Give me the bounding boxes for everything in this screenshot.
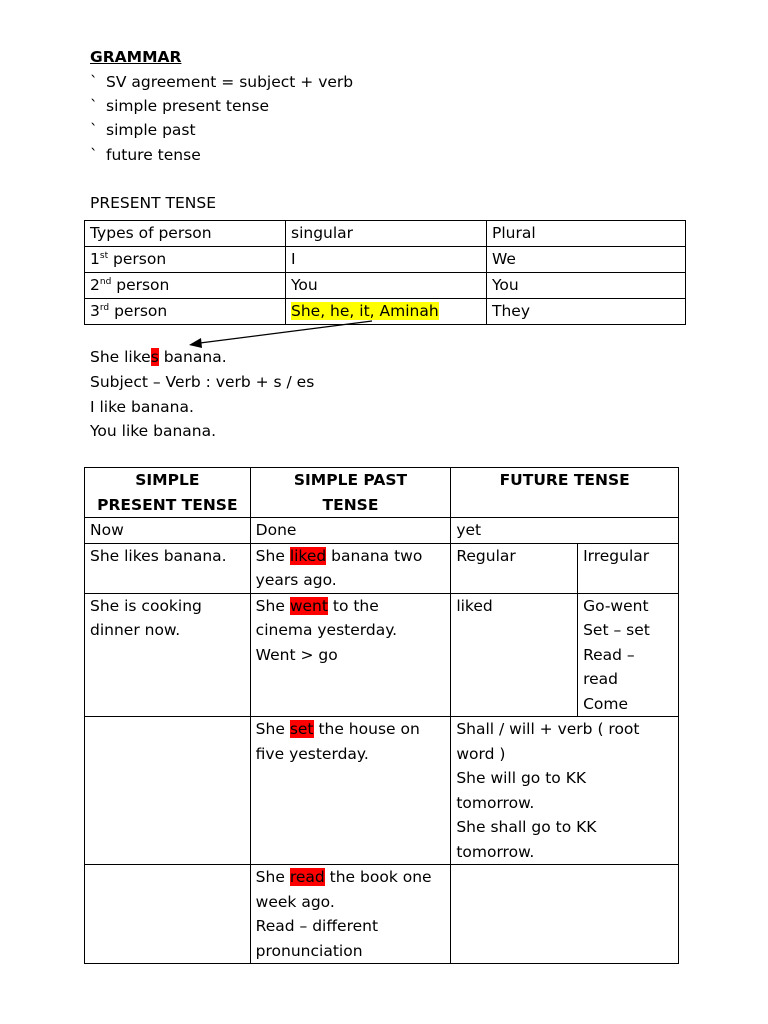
table-row xyxy=(85,543,679,593)
tense-table xyxy=(84,467,679,964)
table-cell: She set the house on five yesterday. xyxy=(250,717,451,865)
table-cell: liked xyxy=(451,593,578,717)
table-cell: Done xyxy=(250,518,451,544)
table-row xyxy=(85,247,686,273)
grammar-item: ` SV agreement = subject + verb xyxy=(90,73,354,91)
table-row xyxy=(85,717,679,865)
table-cell: Shall / will + verb ( root word ) She will go to KK tomorrow. She shall go to KK tomorrow. xyxy=(451,717,679,865)
table-row xyxy=(85,865,679,964)
table-cell: She likes banana. xyxy=(85,543,251,593)
table-cell: Regular xyxy=(451,543,578,593)
highlighted-text: read xyxy=(289,868,325,886)
table-cell xyxy=(85,717,251,865)
person-cell: 3rd person xyxy=(85,299,286,325)
table-row xyxy=(85,273,686,299)
header-simple-present: SIMPLE PRESENT TENSE xyxy=(85,468,251,518)
person-table xyxy=(84,220,686,325)
highlighted-text: liked xyxy=(289,546,327,565)
header-future-tense: FUTURE TENSE xyxy=(451,468,679,518)
highlighted-text: went xyxy=(289,596,328,615)
table-row xyxy=(85,468,679,518)
header-simple-past: SIMPLE PAST TENSE xyxy=(250,468,451,518)
grammar-title: GRAMMAR xyxy=(90,48,182,66)
table-cell: She read the book one week ago. Read – different pronunciation xyxy=(250,865,451,964)
table-header-cell: Plural xyxy=(487,221,686,247)
grammar-item: ` simple present tense xyxy=(90,97,269,115)
table-cell: She went to the cinema yesterday. Went > go xyxy=(250,593,451,717)
example-sentence: You like banana. xyxy=(90,422,217,440)
singular-cell: I xyxy=(286,247,487,273)
table-cell: Irregular xyxy=(578,543,679,593)
singular-cell xyxy=(286,299,487,325)
table-header-cell: Types of person xyxy=(85,221,286,247)
example-rule: Subject – Verb : verb + s / es xyxy=(90,373,315,391)
plural-cell: They xyxy=(487,299,686,325)
person-cell: 1st person xyxy=(85,247,286,273)
highlighted-text: s xyxy=(150,348,159,366)
present-tense-heading: PRESENT TENSE xyxy=(90,194,217,212)
highlighted-text: set xyxy=(289,720,314,738)
example-sentence: I like banana. xyxy=(90,398,194,416)
singular-cell: You xyxy=(286,273,487,299)
table-cell xyxy=(451,865,679,964)
plural-cell: You xyxy=(487,273,686,299)
table-cell: Go-went Set – set Read – read Come xyxy=(578,593,679,717)
example-sentence: She likes banana. xyxy=(90,348,227,366)
grammar-item: ` simple past xyxy=(90,121,196,139)
table-cell xyxy=(85,865,251,964)
table-row xyxy=(85,518,679,544)
table-header-cell: singular xyxy=(286,221,487,247)
table-cell: She liked banana two years ago. xyxy=(250,543,451,593)
plural-cell: We xyxy=(487,247,686,273)
person-cell: 2nd person xyxy=(85,273,286,299)
table-row xyxy=(85,221,686,247)
grammar-item: ` future tense xyxy=(90,146,201,164)
table-row xyxy=(85,593,679,717)
highlighted-text: She, he, it, Aminah xyxy=(291,302,439,320)
table-cell: yet xyxy=(451,518,679,544)
table-row xyxy=(85,299,686,325)
table-cell: She is cooking dinner now. xyxy=(85,593,251,717)
table-cell: Now xyxy=(85,518,251,544)
